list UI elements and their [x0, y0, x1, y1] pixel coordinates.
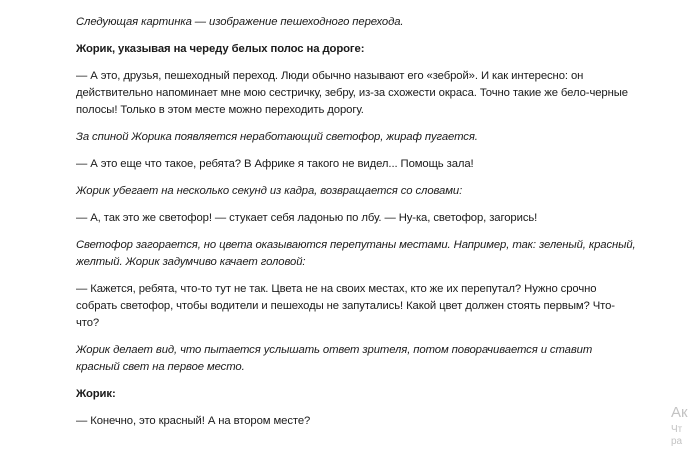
windows-activation-watermark: [671, 404, 688, 448]
stage-direction: Светофор загорается, но цвета оказываются перепутаны местами. Например, так: зеленый, красный, желтый. Жорик задумчиво качает головой:: [76, 239, 636, 268]
dialogue-paragraph: — Конечно, это красный! А на втором месте?: [76, 415, 311, 427]
dialogue-paragraph: — Кажется, ребята, что-то тут не так. Цвета не на своих местах, кто же их перепутал? Нужно срочно собрать светофор, чтобы водители и пешеходы не запутались! Какой цвет должен стоять первым? Что-что?: [76, 283, 615, 329]
watermark-line: Чт: [671, 424, 683, 435]
speaker-line: Жорик, указывая на череду белых полос на дороге:: [76, 43, 365, 55]
stage-direction: За спиной Жорика появляется неработающий светофор, жираф пугается.: [76, 131, 478, 143]
stage-direction: Жорик делает вид, что пытается услышать ответ зрителя, потом поворачивается и ставит красный свет на первое место.: [76, 344, 593, 373]
document-body: [76, 14, 636, 440]
speaker-line: Жорик:: [76, 388, 116, 400]
watermark-line: ра: [671, 436, 683, 447]
stage-direction: Жорик убегает на несколько секунд из кадра, возвращается со словами:: [76, 185, 463, 197]
dialogue-paragraph: — А это еще что такое, ребята? В Африке я такого не видел... Помощь зала!: [76, 158, 474, 170]
dialogue-paragraph: — А, так это же светофор! — стукает себя ладонью по лбу. — Ну-ка, светофор, загорись!: [76, 212, 538, 224]
watermark-line: Ак: [671, 404, 688, 421]
dialogue-paragraph: — А это, друзья, пешеходный переход. Люди обычно называют его «зеброй». И как интересно: он действительно напоминает мне мою сестричку, зебру, из-за схожести окраса. Точно такие же бело-черные полосы! Только в этом месте можно переходить дорогу.: [76, 70, 628, 116]
stage-direction: Следующая картинка — изображение пешеходного перехода.: [76, 16, 404, 28]
